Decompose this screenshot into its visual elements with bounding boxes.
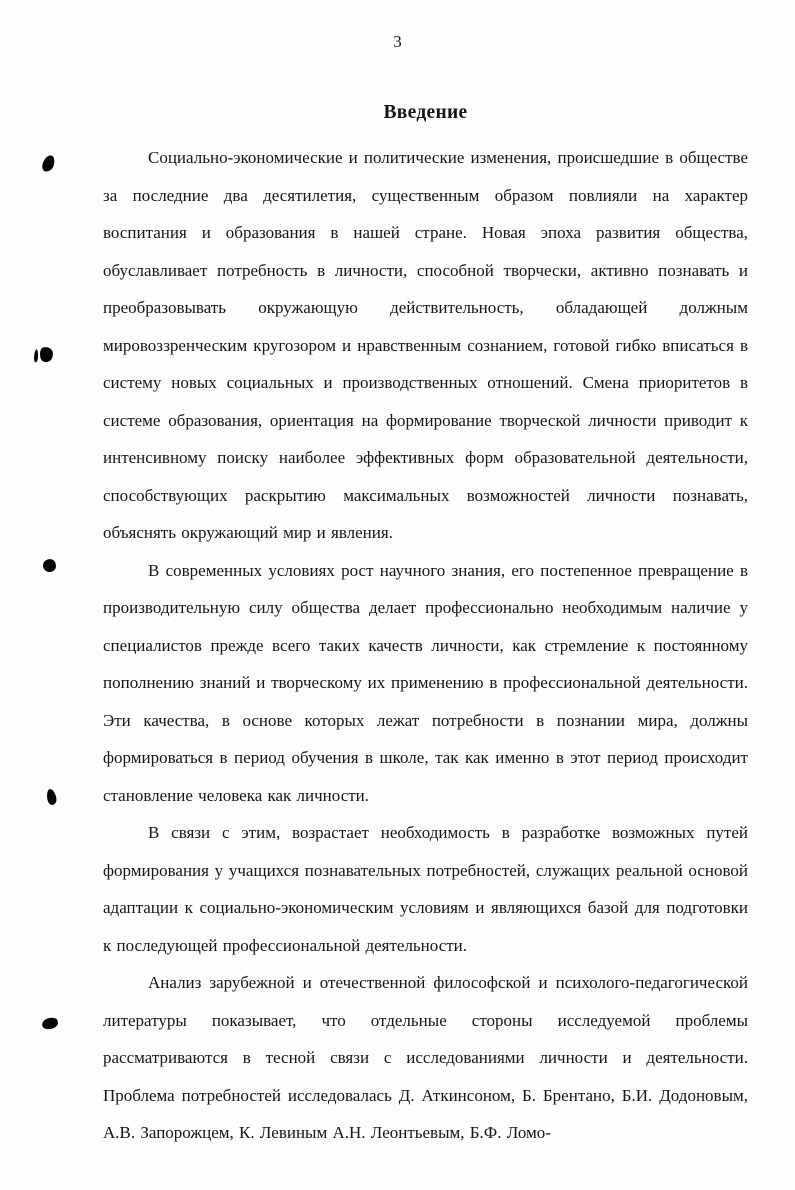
ink-blot-artifact xyxy=(42,558,57,573)
paragraph-3: В связи с этим, возрастает необходимость в разработке возможных путей формирования у учащихся познавательных потребностей, служащих реальной основой адаптации к социально-экономическим условиям и являющихся базой для подготовки к последующей профессиональной деятельности. xyxy=(103,823,748,955)
page-content xyxy=(103,102,748,1152)
ink-blot-artifact xyxy=(41,1016,59,1031)
paragraph-4: Анализ зарубежной и отечественной философской и психолого-педагогической литературы показывает, что отдельные стороны исследуемой проблемы рассматриваются в тесной связи с исследованиями личности и деятельности. Проблема потребностей исследовалась Д. Аткинсоном, Б. Брентано, Б.И. Додоновым, А.В. Запорожцем, К. Левиным А.Н. Леонтьевым, Б.Ф. Ломо- xyxy=(103,973,748,1142)
section-title: Введение xyxy=(383,102,468,123)
paragraph-2: В современных условиях рост научного знания, его постепенное превращение в производительную силу общества делает профессионально необходимым наличие у специалистов прежде всего таких качеств личности, как стремление к постоянному пополнению знаний и творческому их применению в профессиональной деятельности. Эти качества, в основе которых лежат потребности в познании мира, должны формироваться в период обучения в школе, так как именно в этот период происходит становление человека как личности. xyxy=(103,560,748,805)
page-number: 3 xyxy=(393,32,402,51)
ink-blot-artifact xyxy=(41,154,57,174)
paragraph-1: Социально-экономические и политические изменения, происшедшие в обществе за последние два десятилетия, существенным образом повлияли на характер воспитания и образования в нашей стране. Новая эпоха развития общества, обуславливает потребность в личности, способной творчески, активно познавать и преобразовывать окружающую действительность, обладающей должным мировоззренческим кругозором и нравственным сознанием, готовой гибко вписаться в систему новых социальных и производственных отношений. Смена приоритетов в системе образования, ориентация на формирование творческой личности приводит к интенсивному поиску наиболее эффективных форм образовательной деятельности, способствующих раскрытию максимальных возможностей личности познавать, объяснять окружающий мир и явления. xyxy=(103,148,748,542)
ink-blot-artifact xyxy=(45,788,57,806)
ink-blot-artifact xyxy=(39,346,54,363)
